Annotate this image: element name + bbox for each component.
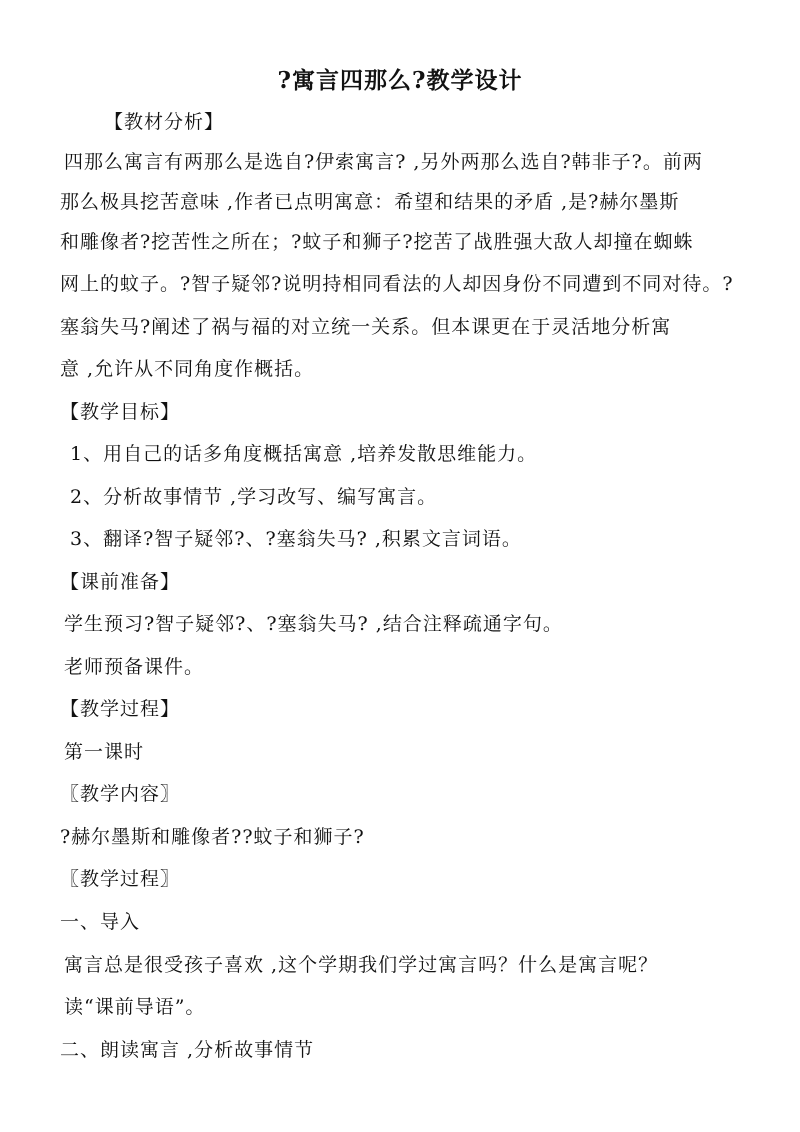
body-line: 那么极具挖苦意味 ,作者已点明寓意：希望和结果的矛盾 ,是?赫尔墨斯 — [60, 191, 680, 213]
section-heading-teaching-goals: 【教学目标】 — [60, 401, 181, 423]
body-line: 意 ,允许从不同角度作概括。 — [60, 358, 315, 380]
goal-item: 3、翻译?智子疑邻?、?塞翁失马? ,积累文言词语。 — [70, 528, 522, 550]
body-line: 和雕像者?挖苦性之所在；?蚊子和狮子?挖苦了战胜强大敌人却撞在蜘蛛 — [60, 231, 694, 253]
body-line: 老师预备课件。 — [64, 656, 205, 678]
subsection-heading-process: 〖教学过程〗 — [60, 868, 181, 890]
step-heading: 一、导入 — [60, 911, 141, 933]
body-line: 读“课前导语”。 — [64, 996, 206, 1018]
body-line: 四那么寓言有两那么是选自?伊索寓言? ,另外两那么选自?韩非子?。前两 — [64, 151, 703, 173]
section-heading-preparation: 【课前准备】 — [60, 571, 181, 593]
body-line: 学生预习?智子疑邻?、?塞翁失马? ,结合注释疏通字句。 — [64, 613, 563, 635]
goal-item: 2、分析故事情节 ,学习改写、编写寓言。 — [70, 486, 438, 508]
goal-item: 1、用自己的话多角度概括寓意 ,培养发散思维能力。 — [70, 443, 538, 465]
body-line: 网上的蚊子。?智子疑邻?说明持相同看法的人却因身份不同遭到不同对待。? — [60, 273, 734, 295]
lesson-label: 第一课时 — [64, 741, 145, 763]
body-line: ?赫尔墨斯和雕像者??蚊子和狮子? — [60, 826, 365, 848]
step-heading: 二、朗读寓言 ,分析故事情节 — [60, 1039, 315, 1061]
body-line: 塞翁失马?阐述了祸与福的对立统一关系。但本课更在于灵活地分析寓 — [60, 316, 672, 338]
section-heading-textbook-analysis: 【教材分析】 — [104, 111, 225, 133]
subsection-heading-content: 〖教学内容〗 — [60, 783, 181, 805]
body-line: 寓言总是很受孩子喜欢 ,这个学期我们学过寓言吗？什么是寓言呢？ — [64, 954, 659, 976]
section-heading-teaching-process: 【教学过程】 — [60, 698, 181, 720]
document-title: ?寓言四那么?教学设计 — [277, 67, 523, 94]
